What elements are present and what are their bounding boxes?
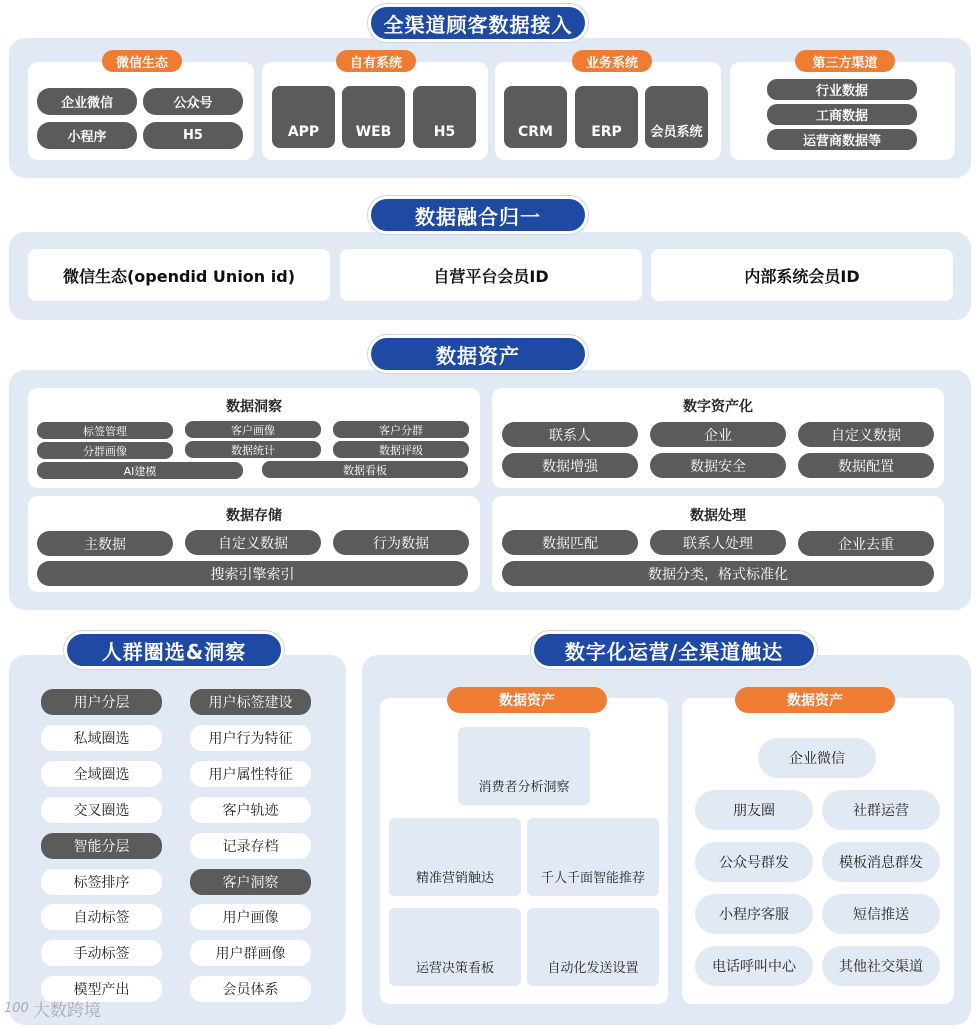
storage-item: 行为数据	[333, 530, 469, 555]
processing-item: 联系人处理	[650, 530, 786, 555]
crowd-left-item: 全域圈选	[41, 761, 162, 787]
watermark-logo-icon: 100	[4, 1001, 29, 1016]
storage-item: 自定义数据	[185, 530, 321, 555]
crowd-left-item: 手动标签	[41, 940, 162, 966]
fusion-item: 内部系统会员ID	[651, 249, 953, 301]
wechat-tag: 微信生态	[102, 50, 182, 72]
processing-item: 数据匹配	[502, 530, 638, 555]
crowd-left-item: 自动标签	[41, 904, 162, 930]
insight-title: 数据洞察	[226, 399, 282, 415]
wechat-item: H5	[143, 122, 243, 149]
crowd-left-item: 标签排序	[41, 869, 162, 895]
business-item: 会员系统	[645, 86, 708, 148]
own-item: WEB	[342, 86, 405, 148]
crowd-left-item: 私域圈选	[41, 725, 162, 751]
third-item: 工商数据	[767, 104, 917, 125]
insight-item: 数据评级	[333, 441, 469, 458]
ops-right-item: 模板消息群发	[822, 842, 940, 882]
ops-left-item: 自动化发送设置	[527, 908, 659, 986]
access-title: 全渠道顾客数据接入	[368, 4, 588, 42]
crowd-left-item: 用户分层	[41, 689, 162, 715]
crowd-right-item: 客户轨迹	[190, 797, 311, 823]
assets-title: 数据资产	[368, 335, 588, 373]
ops-left-item: 千人千面智能推荐	[527, 818, 659, 896]
digitize-item: 数据安全	[650, 453, 786, 478]
insight-item: 数据看板	[262, 461, 468, 478]
business-item: ERP	[575, 86, 638, 148]
crowd-left-item: 模型产出	[41, 976, 162, 1002]
fusion-item: 微信生态(opendid Union id)	[28, 249, 330, 301]
crowd-right-item: 用户群画像	[190, 940, 311, 966]
digitize-item: 数据配置	[798, 453, 934, 478]
ops-right-item: 电话呼叫中心	[695, 946, 813, 986]
business-tag: 业务系统	[572, 50, 652, 72]
ops-right-item: 社群运营	[822, 790, 940, 830]
crowd-right-item: 记录存档	[190, 833, 311, 859]
own-tag: 自有系统	[336, 50, 416, 72]
crowd-right-item: 用户属性特征	[190, 761, 311, 787]
own-item: APP	[272, 86, 335, 148]
fusion-item: 自营平台会员ID	[340, 249, 642, 301]
third-item: 运营商数据等	[767, 129, 917, 150]
business-item: CRM	[504, 86, 567, 148]
insight-item: AI建模	[37, 462, 243, 479]
ops-right-item: 短信推送	[822, 894, 940, 934]
digitize-item: 企业	[650, 422, 786, 447]
ops-right-item: 公众号群发	[695, 842, 813, 882]
insight-item: 分群画像	[37, 442, 173, 459]
wechat-item: 公众号	[143, 88, 243, 115]
crowd-left-item: 智能分层	[41, 833, 162, 859]
ops-right-tag: 数据资产	[735, 687, 895, 713]
processing-title: 数据处理	[690, 508, 746, 524]
insight-item: 客户画像	[185, 421, 321, 438]
processing-item: 企业去重	[798, 531, 934, 556]
digitize-item: 自定义数据	[798, 422, 934, 447]
wechat-item: 小程序	[37, 122, 137, 149]
ops-right-item: 朋友圈	[695, 790, 813, 830]
digitize-title: 数字资产化	[683, 399, 753, 415]
storage-title: 数据存储	[226, 508, 282, 524]
ops-left-item: 精准营销触达	[389, 818, 521, 896]
crowd-right-item: 会员体系	[190, 976, 311, 1002]
ops-left-item: 消费者分析洞察	[458, 727, 590, 805]
processing-item: 数据分类，格式标准化	[502, 561, 934, 586]
digitize-item: 数据增强	[502, 453, 638, 478]
crowd-left-item: 交叉圈选	[41, 797, 162, 823]
crowd-right-item: 客户洞察	[190, 869, 311, 895]
insight-item: 客户分群	[333, 421, 469, 438]
own-item: H5	[413, 86, 476, 148]
ops-right-item: 小程序客服	[695, 894, 813, 934]
crowd-right-item: 用户标签建设	[190, 689, 311, 715]
fusion-title: 数据融合归一	[368, 196, 588, 234]
storage-item: 主数据	[37, 531, 173, 556]
digitize-item: 联系人	[502, 422, 638, 447]
crowd-title: 人群圈选&洞察	[64, 631, 284, 669]
ops-left-item: 运营决策看板	[389, 908, 521, 986]
third-tag: 第三方渠道	[795, 50, 895, 72]
watermark-text: 大数跨境	[32, 1001, 101, 1021]
watermark	[4, 996, 101, 1021]
crowd-right-item: 用户画像	[190, 904, 311, 930]
ops-left-tag: 数据资产	[447, 687, 607, 713]
insight-item: 标签管理	[37, 422, 173, 439]
ops-title: 数字化运营/全渠道触达	[531, 631, 817, 669]
ops-right-item: 企业微信	[758, 738, 876, 778]
crowd-right-item: 用户行为特征	[190, 725, 311, 751]
third-item: 行业数据	[767, 79, 917, 100]
wechat-item: 企业微信	[37, 88, 137, 115]
ops-right-item: 其他社交渠道	[822, 946, 940, 986]
insight-item: 数据统计	[185, 441, 321, 458]
storage-item: 搜索引擎索引	[37, 561, 468, 586]
